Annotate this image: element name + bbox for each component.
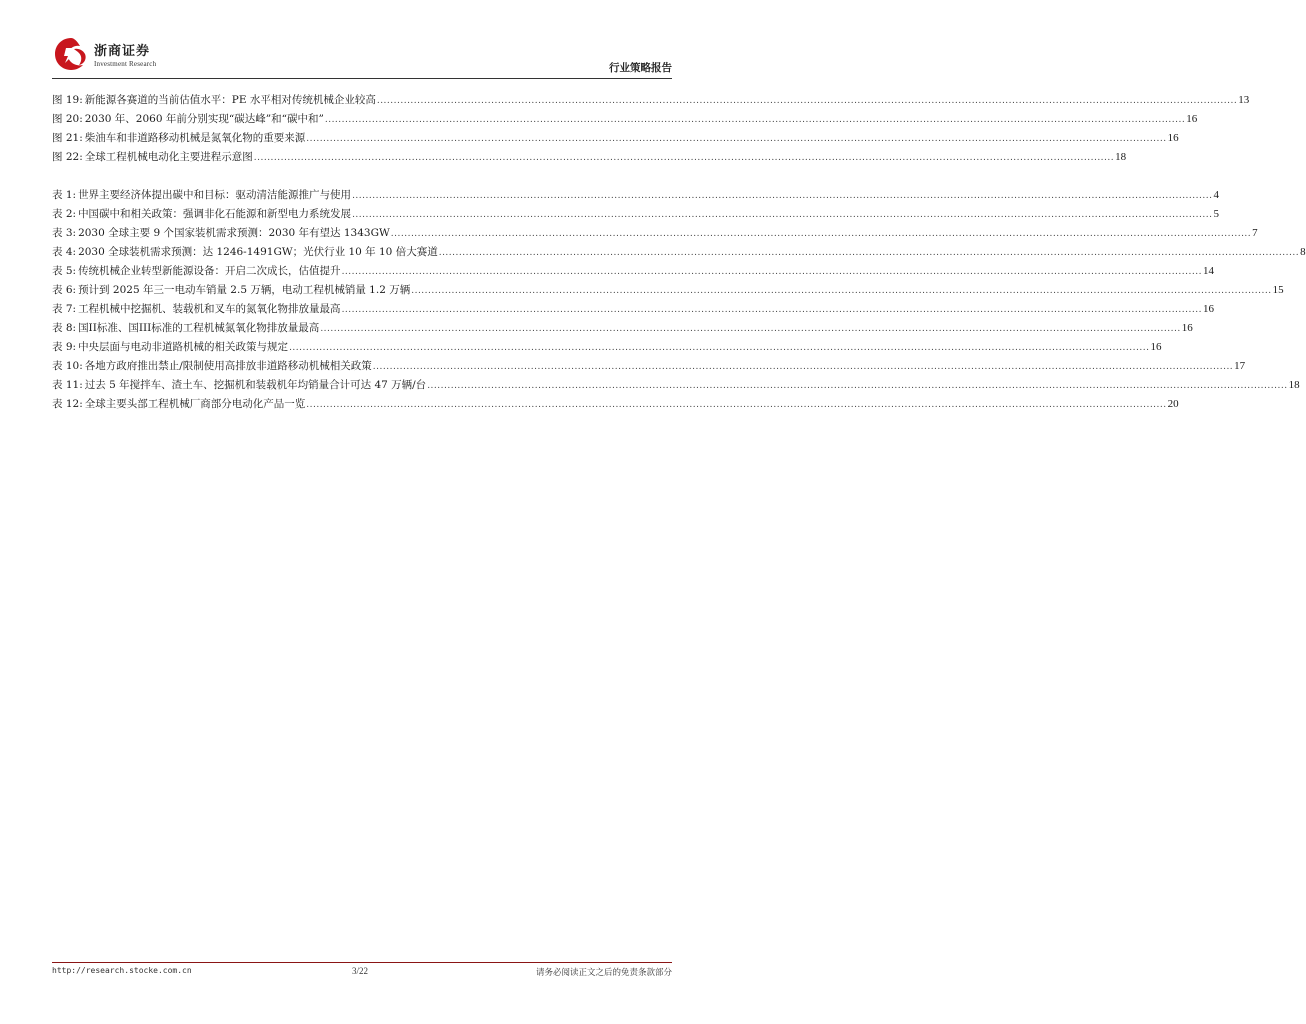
entry-prefix: 图 — [52, 94, 63, 106]
entry-number: 1: — [65, 189, 77, 201]
entry-page-number: 18 — [1288, 379, 1300, 391]
entry-title: 预计到 2025 年三一电动车销量 2.5 万辆，电动工程机械销量 1.2 万辆 — [78, 284, 411, 296]
brand-name-cn: 浙商证券 — [94, 44, 151, 59]
entry-prefix: 表 — [52, 208, 63, 220]
dot-leader — [289, 339, 1149, 358]
entry-prefix: 表 — [52, 265, 63, 277]
entry-page-number: 18 — [1115, 151, 1127, 163]
entry-prefix: 表 — [52, 360, 63, 372]
dot-leader — [254, 149, 1114, 168]
dot-leader — [320, 320, 1180, 339]
entry-number: 3: — [65, 227, 77, 239]
entry-number: 20: — [65, 113, 83, 125]
figure-list — [52, 91, 1250, 167]
dot-leader — [373, 358, 1233, 377]
research-website-link[interactable]: http://research.stocke.com.cn — [52, 966, 192, 975]
entry-page-number: 17 — [1234, 360, 1246, 372]
entry-title: 过去 5 年搅拌车、渣土车、挖掘机和装载机年均销量合计可达 47 万辆/台 — [84, 379, 427, 391]
entry-title: 2030 全球主要 9 个国家装机需求预测：2030 年有望达 1343GW — [78, 227, 390, 239]
toc-entry[interactable] — [52, 224, 1258, 243]
entry-prefix: 表 — [52, 341, 63, 353]
dot-leader — [427, 377, 1287, 396]
table-list — [52, 186, 1306, 414]
entry-page-number: 7 — [1252, 227, 1258, 239]
entry-prefix: 表 — [52, 246, 63, 258]
dot-leader — [306, 396, 1166, 415]
entry-title: 传统机械企业转型新能源设备：开启二次成长，估值提升 — [78, 265, 341, 277]
entry-number: 22: — [65, 151, 83, 163]
entry-title: 2030 全球装机需求预测：达 1246-1491GW；光伏行业 10 年 10 倍大赛道 — [78, 246, 438, 258]
entry-prefix: 表 — [52, 189, 63, 201]
footer-divider — [52, 962, 672, 963]
entry-title: 全球主要头部工程机械厂商部分电动化产品一览 — [84, 398, 306, 410]
page-indicator: 3/22 — [352, 966, 369, 976]
header-divider — [52, 78, 672, 79]
page-footer — [52, 966, 672, 980]
entry-prefix: 图 — [52, 113, 63, 125]
entry-page-number: 14 — [1202, 265, 1214, 277]
dot-leader — [325, 111, 1185, 130]
entry-title: 中央层面与电动非道路机械的相关政策与规定 — [78, 341, 289, 353]
dot-leader — [352, 187, 1212, 206]
toc-entry[interactable] — [52, 281, 1284, 300]
entry-title: 2030 年、2060 年前分别实现“碳达峰”和“碳中和” — [84, 113, 324, 125]
entry-page-number: 8 — [1300, 246, 1306, 258]
entry-number: 4: — [65, 246, 77, 258]
entry-number: 12: — [65, 398, 83, 410]
entry-page-number: 16 — [1181, 322, 1193, 334]
entry-prefix: 表 — [52, 322, 63, 334]
entry-prefix: 表 — [52, 379, 63, 391]
entry-page-number: 20 — [1167, 398, 1179, 410]
entry-number: 21: — [65, 132, 83, 144]
entry-title: 新能源各赛道的当前估值水平：PE 水平相对传统机械企业较高 — [84, 94, 376, 106]
entry-number: 19: — [65, 94, 83, 106]
disclaimer-note: 请务必阅读正文之后的免责条款部分 — [535, 968, 672, 978]
brand-logo — [52, 36, 156, 72]
toc-entry[interactable] — [52, 205, 1219, 224]
entry-prefix: 表 — [52, 284, 63, 296]
toc-entry[interactable] — [52, 91, 1250, 110]
entry-number: 7: — [65, 303, 77, 315]
toc-entry[interactable] — [52, 376, 1300, 395]
toc-entry[interactable] — [52, 357, 1246, 376]
brand-name-en: Investment Research — [94, 60, 157, 68]
toc-entry[interactable] — [52, 338, 1162, 357]
entry-title: 各地方政府推出禁止/限制使用高排放非道路移动机械相关政策 — [84, 360, 372, 372]
entry-page-number: 16 — [1167, 132, 1179, 144]
toc-entry[interactable] — [52, 129, 1179, 148]
entry-page-number: 16 — [1150, 341, 1162, 353]
entry-prefix: 表 — [52, 303, 63, 315]
entry-page-number: 13 — [1238, 94, 1250, 106]
dot-leader — [439, 244, 1299, 263]
dot-leader — [377, 92, 1237, 111]
entry-number: 5: — [65, 265, 77, 277]
dot-leader — [411, 282, 1271, 301]
entry-page-number: 16 — [1186, 113, 1198, 125]
toc-entry[interactable] — [52, 319, 1193, 338]
entry-number: 10: — [65, 360, 83, 372]
entry-title: 中国碳中和相关政策：强调非化石能源和新型电力系统发展 — [78, 208, 352, 220]
toc-entry[interactable] — [52, 110, 1198, 129]
dot-leader — [342, 301, 1202, 320]
entry-prefix: 表 — [52, 227, 63, 239]
entry-number: 11: — [65, 379, 83, 391]
zheshang-logo-icon — [52, 36, 90, 72]
toc-entry[interactable] — [52, 300, 1214, 319]
entry-page-number: 16 — [1202, 303, 1214, 315]
toc-entry[interactable] — [52, 148, 1127, 167]
toc-entry[interactable] — [52, 243, 1306, 262]
dot-leader — [306, 130, 1166, 149]
dot-leader — [342, 263, 1202, 282]
entry-number: 2: — [65, 208, 77, 220]
entry-prefix: 表 — [52, 398, 63, 410]
entry-title: 工程机械中挖掘机、装载机和叉车的氮氧化物排放量最高 — [78, 303, 341, 315]
page-header — [52, 36, 672, 76]
toc-entry[interactable] — [52, 186, 1219, 205]
entry-prefix: 图 — [52, 151, 63, 163]
dot-leader — [352, 206, 1212, 225]
report-type-label: 行业策略报告 — [609, 62, 672, 74]
entry-number: 9: — [65, 341, 77, 353]
entry-page-number: 5 — [1213, 208, 1219, 220]
entry-title: 国II标准、国III标准的工程机械氮氧化物排放量最高 — [78, 322, 320, 334]
entry-prefix: 图 — [52, 132, 63, 144]
entry-number: 8: — [65, 322, 77, 334]
toc-entry[interactable] — [52, 262, 1214, 281]
dot-leader — [391, 225, 1251, 244]
entry-title: 世界主要经济体提出碳中和目标：驱动清洁能源推广与使用 — [78, 189, 352, 201]
entry-title: 全球工程机械电动化主要进程示意图 — [84, 151, 253, 163]
entry-number: 6: — [65, 284, 77, 296]
entry-page-number: 15 — [1272, 284, 1284, 296]
entry-page-number: 4 — [1213, 189, 1219, 201]
entry-title: 柴油车和非道路移动机械是氮氧化物的重要来源 — [84, 132, 306, 144]
toc-entry[interactable] — [52, 395, 1179, 414]
